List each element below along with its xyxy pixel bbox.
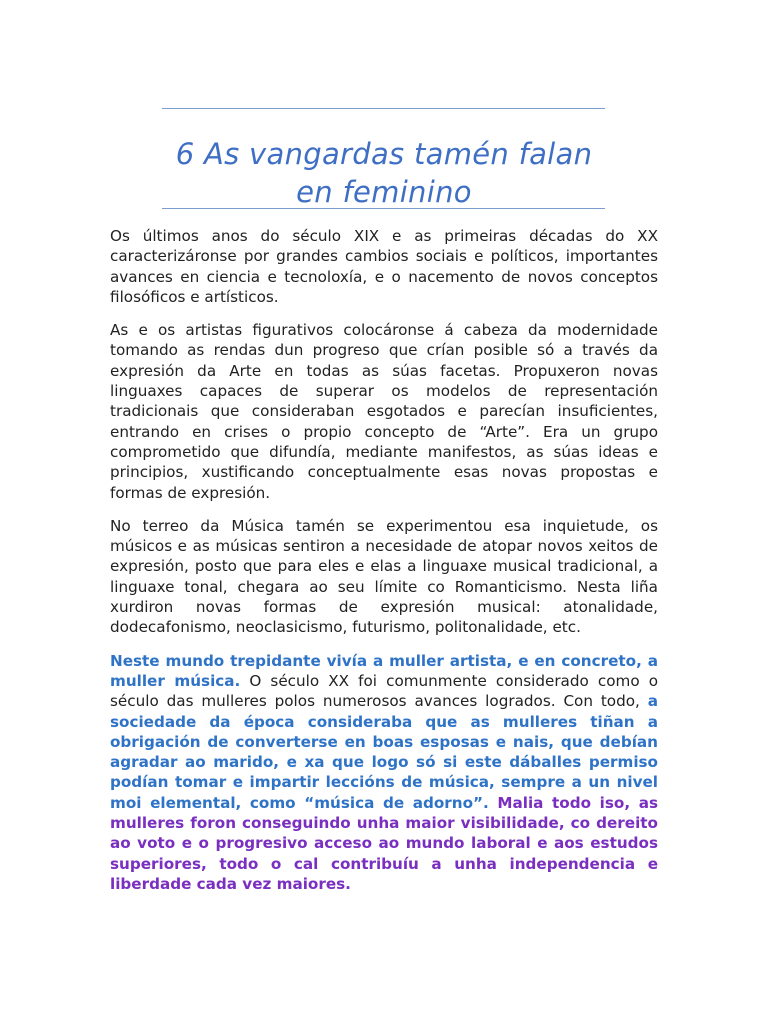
title-top-rule: [162, 108, 605, 109]
paragraph-4: [110, 651, 658, 895]
chapter-title: [110, 135, 658, 211]
highlight-visibilidade: Malia todo iso, as mulleres foron conseguindo unha maior visibilidade, co dereito ao voto e o progresivo acceso ao mundo laboral e aos estudos superiores, todo o cal contribuíu a unha independencia e liberdade cada vez maiores.: [110, 793, 658, 893]
title-bottom-rule: [162, 208, 605, 209]
highlight-muller-musica: Neste mundo trepidante vivía a muller artista, e en concreto, a muller música.: [110, 651, 658, 690]
paragraph-1: Os últimos anos do século XIX e as primeiras décadas do XX caracterizáronse por grandes cambios sociais e políticos, importantes avances en ciencia e tecnoloxía, e o nacemento de novos conceptos filosóficos e artísticos.: [110, 227, 658, 306]
paragraph-2: As e os artistas figurativos colocáronse á cabeza da modernidade tomando as rendas dun progreso que crían posible só a través da expresión da Arte en todas as súas facetas. Propuxeron novas linguaxes capaces de superar os modelos de representación tradicionais que consideraban esgotados e parecían insuficientes, entrando en crises o propio concepto de “Arte”. Era un grupo comprometido que difundía, mediante manifestos, as súas ideas e principios, xustificando conceptualmente esas novas propostas e formas de expresión.: [110, 321, 658, 502]
paragraph-4-plain: O século XX foi comunmente considerado como o século das mulleres polos numerosos avances logrados. Con todo,: [110, 671, 658, 711]
chapter-title-line-1: 6 As vangardas tamén falan: [175, 137, 593, 172]
chapter-title-line-2: en feminino: [296, 175, 472, 210]
highlight-sociedade: a sociedade da época consideraba que as mulleres tiñan a obrigación de converterse en boas esposas e nais, que debían agradar ao marido, e xa que logo só si este dáballes permiso podían tomar e impartir leccións de música, sempre a un nivel moi elemental, como “música de adorno”.: [110, 692, 658, 812]
body-text: [110, 226, 658, 907]
paragraph-3: No terreo da Música tamén se experimentou esa inquietude, os músicos e as músicas sentiron a necesidade de atopar novos xeitos de expresión, posto que para eles e elas a linguaxe musical tradicional, a linguaxe tonal, chegara ao seu límite co Romanticismo. Nesta liña xurdiron novas formas de expresión musical: atonalidade, dodecafonismo, neoclasicismo, futurismo, politonalidade, etc.: [110, 516, 658, 637]
